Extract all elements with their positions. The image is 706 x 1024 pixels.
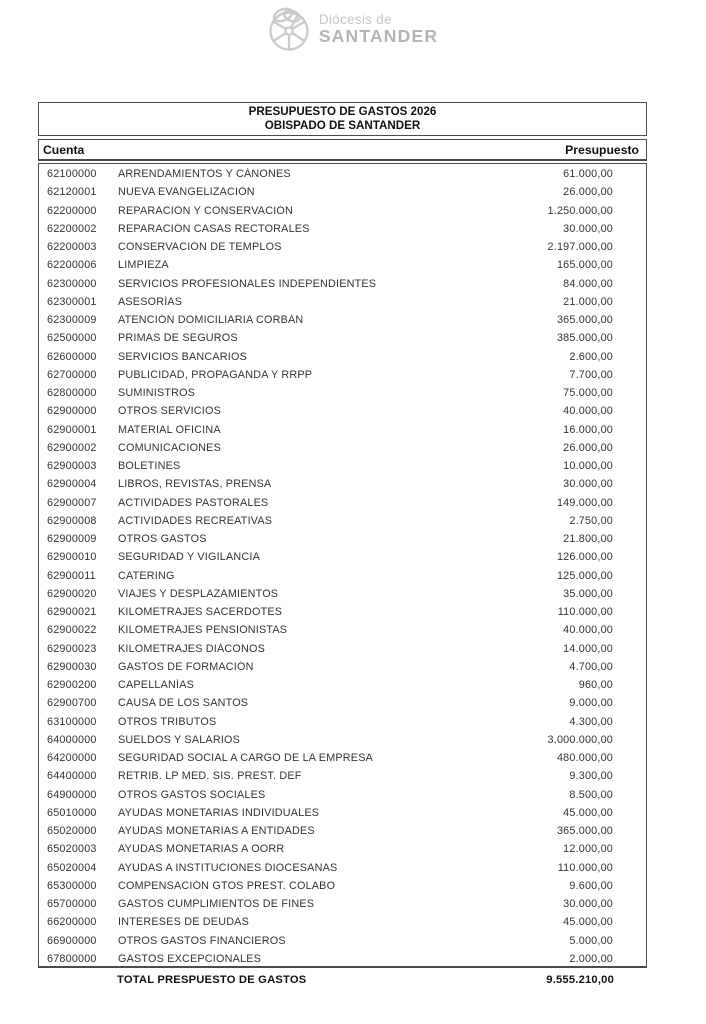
- account-amount: 7.700,00: [569, 368, 613, 381]
- account-code: 62900200: [47, 679, 97, 692]
- account-description: AYUDAS A INSTITUCIONES DIOCESANAS: [118, 861, 338, 874]
- account-amount: 960,00: [578, 679, 613, 692]
- account-code: 62300001: [47, 295, 97, 308]
- table-row: [39, 275, 646, 293]
- table-row: [39, 676, 646, 694]
- table-title-box: [38, 102, 647, 136]
- account-amount: 75.000,00: [563, 387, 613, 400]
- diocese-wheel-icon: [268, 6, 312, 52]
- account-amount: 2.600,00: [569, 350, 613, 363]
- account-code: 62800000: [47, 387, 97, 400]
- account-code: 62900007: [47, 496, 97, 509]
- account-code: 64900000: [47, 788, 97, 801]
- account-amount: 45.000,00: [563, 916, 613, 929]
- total-row: [38, 969, 647, 991]
- account-description: CONSERVACIÓN DE TEMPLOS: [118, 241, 282, 254]
- account-amount: 1.250.000,00: [547, 204, 613, 217]
- account-description: MATERIAL OFICINA: [118, 423, 221, 436]
- account-amount: 4.700,00: [569, 660, 613, 673]
- account-code: 62900010: [47, 551, 97, 564]
- account-description: OTROS GASTOS SOCIALES: [118, 788, 266, 801]
- account-amount: 5.000,00: [569, 934, 613, 947]
- account-code: 62600000: [47, 350, 97, 363]
- table-row: [39, 512, 646, 530]
- account-code: 63100000: [47, 715, 97, 728]
- account-amount: 110.000,00: [557, 606, 613, 619]
- account-code: 62900002: [47, 441, 97, 454]
- account-amount: 110.000,00: [557, 861, 613, 874]
- account-description: PRIMAS DE SEGUROS: [118, 332, 238, 345]
- table-row: [39, 895, 646, 913]
- account-amount: 385.000,00: [556, 332, 613, 345]
- account-code: 62700000: [47, 368, 97, 381]
- account-amount: 35.000,00: [563, 587, 613, 600]
- account-description: ASESORÍAS: [118, 295, 183, 308]
- table-row: [39, 366, 646, 384]
- table-row: [39, 877, 646, 895]
- account-description: CATERING: [118, 569, 175, 582]
- column-header-presupuesto: Presupuesto: [565, 142, 639, 157]
- account-description: LIBROS, REVISTAS, PRENSA: [118, 478, 272, 491]
- account-code: 64400000: [47, 770, 97, 783]
- account-code: 62300009: [47, 314, 97, 327]
- account-description: PUBLICIDAD, PROPAGANDA Y RRPP: [118, 368, 313, 381]
- table-row: [39, 238, 646, 256]
- account-amount: 84.000,00: [563, 277, 613, 290]
- account-code: 67800000: [47, 952, 97, 965]
- title-line-1: PRESUPUESTO DE GASTOS 2026: [248, 105, 437, 118]
- account-code: 62900023: [47, 642, 97, 655]
- table-row: [39, 567, 646, 585]
- account-code: 64200000: [47, 752, 97, 765]
- account-code: 62900001: [47, 423, 97, 436]
- table-row: [39, 950, 646, 968]
- table-row: [39, 932, 646, 950]
- table-row: [39, 202, 646, 220]
- account-amount: 2.750,00: [569, 514, 613, 527]
- table-row: [39, 621, 646, 639]
- table-row: [39, 530, 646, 548]
- account-amount: 365.000,00: [556, 314, 613, 327]
- account-amount: 30.000,00: [563, 222, 613, 235]
- account-amount: 4.300,00: [569, 715, 613, 728]
- table-row: [39, 658, 646, 676]
- account-description: REPARACIÓN Y CONSERVACIÓN: [118, 204, 293, 217]
- account-code: 62900021: [47, 606, 97, 619]
- account-description: SERVICIOS PROFESIONALES INDEPENDIENTES: [118, 277, 377, 290]
- account-amount: 26.000,00: [563, 441, 613, 454]
- account-description: RETRIB. LP MED. SIS. PREST. DEF: [118, 770, 302, 783]
- table-row: [39, 713, 646, 731]
- table-row: [39, 421, 646, 439]
- table-row: [39, 548, 646, 566]
- account-code: 65020003: [47, 843, 97, 856]
- title-line-2: OBISPADO DE SANTANDER: [264, 119, 421, 132]
- column-header-row: [38, 139, 647, 161]
- account-code: 64000000: [47, 733, 97, 746]
- account-amount: 9.300,00: [569, 770, 613, 783]
- account-amount: 126.000,00: [556, 551, 613, 564]
- account-description: ATENCIÓN DOMICILIARIA CORBÁN: [118, 314, 304, 327]
- account-code: 62200006: [47, 259, 97, 272]
- account-description: KILOMETRAJES DIÁCONOS: [118, 642, 265, 655]
- account-amount: 12.000,00: [563, 843, 613, 856]
- account-description: OTROS GASTOS: [118, 533, 207, 546]
- account-code: 65020000: [47, 825, 97, 838]
- account-amount: 26.000,00: [563, 186, 613, 199]
- account-code: 65300000: [47, 879, 97, 892]
- table-row: [39, 840, 646, 858]
- account-description: CAPELLANÍAS: [118, 679, 195, 692]
- table-row: [39, 640, 646, 658]
- column-header-cuenta: Cuenta: [43, 142, 85, 157]
- account-description: GASTOS EXCEPCIONALES: [118, 952, 262, 965]
- account-code: 62120001: [47, 186, 97, 199]
- account-amount: 16.000,00: [563, 423, 613, 436]
- account-description: ACTIVIDADES RECREATIVAS: [118, 514, 273, 527]
- table-row: [39, 767, 646, 785]
- account-amount: 9.000,00: [569, 697, 613, 710]
- table-row: [39, 786, 646, 804]
- account-code: 65010000: [47, 806, 97, 819]
- account-description: COMPENSACIÓN GTOS PREST. COLABO: [118, 879, 336, 892]
- account-amount: 45.000,00: [563, 806, 613, 819]
- account-code: 62900008: [47, 514, 97, 527]
- account-amount: 365.000,00: [556, 825, 613, 838]
- total-label: TOTAL PRESPUESTO DE GASTOS: [117, 974, 307, 986]
- table-row: [39, 731, 646, 749]
- table-row: [39, 183, 646, 201]
- account-amount: 21.800,00: [563, 533, 613, 546]
- account-description: BOLETINES: [118, 460, 181, 473]
- account-amount: 14.000,00: [563, 642, 613, 655]
- account-code: 62900030: [47, 660, 97, 673]
- diocese-logo: [0, 4, 706, 54]
- account-amount: 480.000,00: [556, 752, 613, 765]
- account-code: 62500000: [47, 332, 97, 345]
- account-description: NUEVA EVANGELIZACIÓN: [118, 186, 255, 199]
- account-code: 66900000: [47, 934, 97, 947]
- logo-diocesis-de: Diócesis de: [318, 11, 392, 27]
- account-code: 62900022: [47, 624, 97, 637]
- account-code: 62200000: [47, 204, 97, 217]
- account-code: 62900009: [47, 533, 97, 546]
- account-amount: 125.000,00: [556, 569, 613, 582]
- table-row: [39, 804, 646, 822]
- account-description: SUMINISTROS: [118, 387, 196, 400]
- account-amount: 30.000,00: [563, 898, 613, 911]
- account-amount: 2.000,00: [569, 952, 613, 965]
- table-row: [39, 749, 646, 767]
- account-code: 66200000: [47, 916, 97, 929]
- account-amount: 40.000,00: [563, 405, 613, 418]
- account-code: 62200003: [47, 241, 97, 254]
- table-row: [39, 494, 646, 512]
- account-amount: 165.000,00: [556, 259, 613, 272]
- table-row: [39, 293, 646, 311]
- account-amount: 9.600,00: [569, 879, 613, 892]
- account-code: 62300000: [47, 277, 97, 290]
- table-row: [39, 475, 646, 493]
- account-amount: 40.000,00: [563, 624, 613, 637]
- account-code: 62900003: [47, 460, 97, 473]
- account-description: AYUDAS MONETARIAS A OORR: [118, 843, 285, 856]
- account-description: AYUDAS MONETARIAS A ENTIDADES: [118, 825, 315, 838]
- table-row: [39, 329, 646, 347]
- table-row: [39, 402, 646, 420]
- table-row: [39, 256, 646, 274]
- account-description: LIMPIEZA: [118, 259, 169, 272]
- account-description: OTROS SERVICIOS: [118, 405, 221, 418]
- table-row: [39, 220, 646, 238]
- account-amount: 149.000,00: [556, 496, 613, 509]
- table-row: [39, 311, 646, 329]
- table-row: [39, 439, 646, 457]
- account-code: 62200002: [47, 222, 97, 235]
- account-description: COMUNICACIONES: [118, 441, 221, 454]
- account-code: 65020004: [47, 861, 97, 874]
- table-row: [39, 348, 646, 366]
- account-description: SEGURIDAD Y VIGILANCIA: [118, 551, 261, 564]
- table-row: [39, 859, 646, 877]
- logo-santander: SANTANDER: [318, 25, 439, 46]
- account-amount: 8.500,00: [569, 788, 613, 801]
- table-row: [39, 913, 646, 931]
- account-description: AYUDAS MONETARIAS INDIVIDUALES: [118, 806, 320, 819]
- account-description: VIAJES Y DESPLAZAMIENTOS: [118, 587, 279, 600]
- table-row: [39, 585, 646, 603]
- account-description: ARRENDAMIENTOS Y CÁNONES: [118, 168, 291, 181]
- table-row: [39, 603, 646, 621]
- account-description: KILOMETRAJES SACERDOTES: [118, 606, 283, 619]
- account-description: OTROS GASTOS FINANCIEROS: [118, 934, 286, 947]
- table-row: [39, 165, 646, 183]
- account-description: SERVICIOS BANCARIOS: [118, 350, 247, 363]
- account-amount: 2.197.000,00: [547, 241, 613, 254]
- budget-table: [38, 102, 647, 991]
- account-amount: 3.000.000,00: [547, 733, 613, 746]
- table-row: [39, 384, 646, 402]
- table-row: [39, 457, 646, 475]
- account-description: GASTOS DE FORMACIÓN: [118, 660, 254, 673]
- account-amount: 21.000,00: [563, 295, 613, 308]
- account-description: OTROS TRIBUTOS: [118, 715, 217, 728]
- account-amount: 10.000,00: [563, 460, 613, 473]
- account-code: 62900000: [47, 405, 97, 418]
- account-description: REPARACIÓN CASAS RECTORALES: [118, 222, 310, 235]
- total-value: 9.555.210,00: [546, 974, 614, 986]
- account-description: SUELDOS Y SALARIOS: [118, 733, 241, 746]
- account-description: KILOMETRAJES PENSIONISTAS: [118, 624, 288, 637]
- account-code: 62900020: [47, 587, 97, 600]
- account-description: SEGURIDAD SOCIAL A CARGO DE LA EMPRESA: [118, 752, 373, 765]
- account-description: CAUSA DE LOS SANTOS: [118, 697, 249, 710]
- account-description: INTERESES DE DEUDAS: [118, 916, 249, 929]
- account-code: 62900004: [47, 478, 97, 491]
- account-amount: 30.000,00: [563, 478, 613, 491]
- account-code: 65700000: [47, 898, 97, 911]
- table-row: [39, 694, 646, 712]
- account-description: ACTIVIDADES PASTORALES: [118, 496, 269, 509]
- table-body: [38, 163, 647, 968]
- table-row: [39, 822, 646, 840]
- account-code: 62900011: [47, 569, 96, 582]
- account-amount: 61.000,00: [563, 168, 613, 181]
- account-description: GASTOS CUMPLIMIENTOS DE FINES: [118, 898, 315, 911]
- account-code: 62900700: [47, 697, 97, 710]
- account-code: 62100000: [47, 168, 97, 181]
